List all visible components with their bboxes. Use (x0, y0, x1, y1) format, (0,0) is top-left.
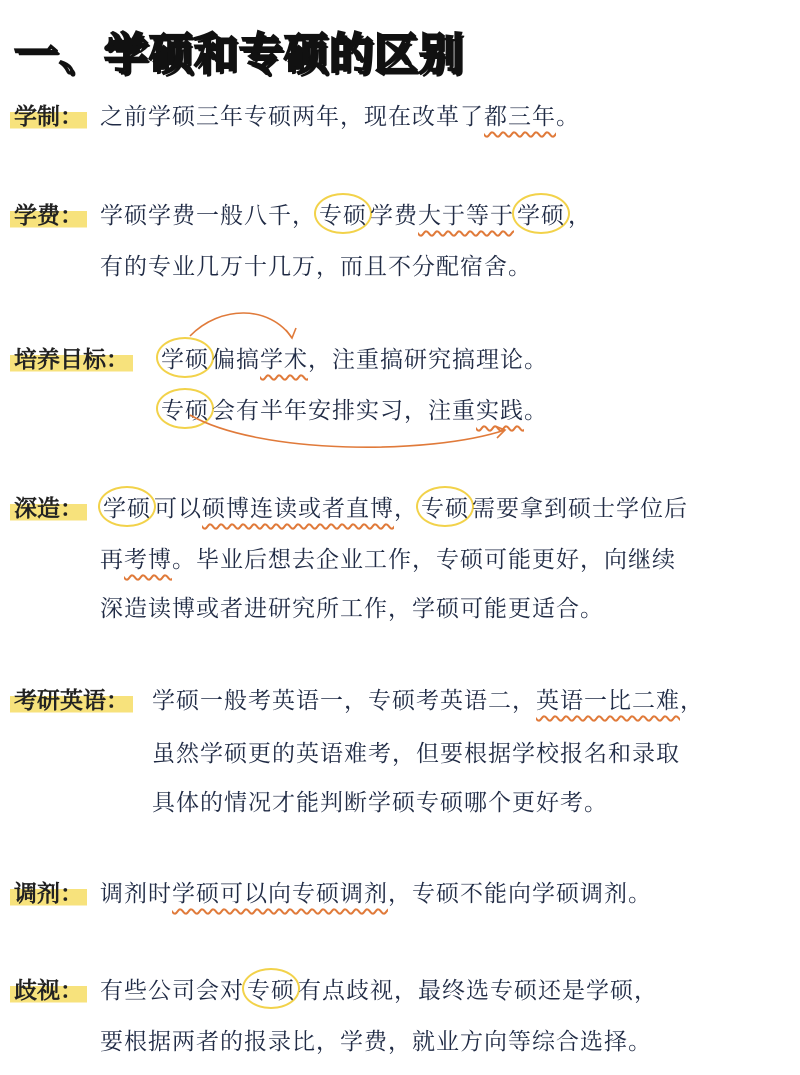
section-label-tiaoji: 调剂： (10, 875, 87, 908)
circled-word: 学硕 (512, 193, 570, 234)
section-label-kaoyan-yingyu: 考研英语： (10, 682, 133, 715)
text-line: 深造读博或者进研究所工作，学硕可能更适合。 (100, 596, 604, 622)
underlined-phrase: 实践 (476, 398, 524, 424)
circled-word: 专硕 (156, 388, 214, 429)
text-line (100, 541, 676, 574)
underlined-phrase: 考博 (124, 547, 172, 573)
underlined-phrase: 英语一比二难 (536, 688, 680, 714)
circled-word: 学硕 (156, 337, 214, 378)
text-span: 之前学硕三年专硕两年，现在改革了 (100, 104, 484, 130)
text-span: 。毕业后想去企业工作，专硕可能更好，向继续 (172, 547, 676, 573)
section-label-peiyang: 培养目标： (10, 341, 133, 374)
section-label-shenzao: 深造： (10, 490, 87, 523)
circled-word: 专硕 (416, 486, 474, 527)
text-line (158, 341, 548, 374)
text-span: 有些公司会对 (100, 978, 244, 1004)
text-line: 虽然学硕更的英语难考，但要根据学校报名和录取 (152, 741, 680, 767)
underlined-phrase: 学硕可以向专硕调剂 (172, 881, 388, 907)
text-span: 学费 (370, 203, 418, 229)
text-span: ， (680, 688, 704, 714)
circled-word: 专硕 (314, 193, 372, 234)
underlined-phrase: 大于等于 (418, 203, 514, 229)
text-line (100, 875, 652, 908)
section-label-xuezhi: 学制： (10, 98, 87, 131)
section-label-xuefei: 学费： (10, 197, 87, 230)
text-span: 学硕学费一般八千， (100, 203, 316, 229)
circled-word: 专硕 (242, 968, 300, 1009)
text-line (158, 392, 548, 425)
text-span: ，专硕不能向学硕调剂。 (388, 881, 652, 907)
text-span: ， (394, 496, 418, 522)
text-line (100, 98, 580, 131)
underlined-phrase: 都三年 (484, 104, 556, 130)
text-line: 具体的情况才能判断学硕专硕哪个更好考。 (152, 790, 608, 816)
arrow-icon (190, 313, 292, 338)
arrowhead-icon (495, 426, 505, 438)
text-line: 要根据两者的报录比，学费，就业方向等综合选择。 (100, 1029, 652, 1055)
text-span: 学硕一般考英语一，专硕考英语二， (152, 688, 536, 714)
text-span: 再 (100, 547, 124, 573)
text-span: ，注重搞研究搞理论。 (308, 347, 548, 373)
text-span: ， (568, 203, 592, 229)
text-span: 可以 (154, 496, 202, 522)
page-title: 一、学硕和专硕的区别 (14, 29, 464, 80)
underlined-phrase: 学术 (260, 347, 308, 373)
text-line: 有的专业几万十几万，而且不分配宿舍。 (100, 254, 532, 280)
section-label-qishi: 歧视： (10, 972, 87, 1005)
text-line (100, 197, 592, 230)
text-span: 会有半年安排实习，注重 (212, 398, 476, 424)
text-span: 偏搞 (212, 347, 260, 373)
arrowhead-icon (286, 328, 296, 338)
text-line (152, 682, 704, 715)
text-line (100, 490, 688, 523)
text-span: 。 (556, 104, 580, 130)
text-span: 。 (524, 398, 548, 424)
text-span: 调剂时 (100, 881, 172, 907)
text-line (100, 972, 658, 1005)
text-span: 需要拿到硕士学位后 (472, 496, 688, 522)
text-span: 有点歧视，最终选专硕还是学硕， (298, 978, 658, 1004)
circled-word: 学硕 (98, 486, 156, 527)
underlined-phrase: 硕博连读或者直博 (202, 496, 394, 522)
